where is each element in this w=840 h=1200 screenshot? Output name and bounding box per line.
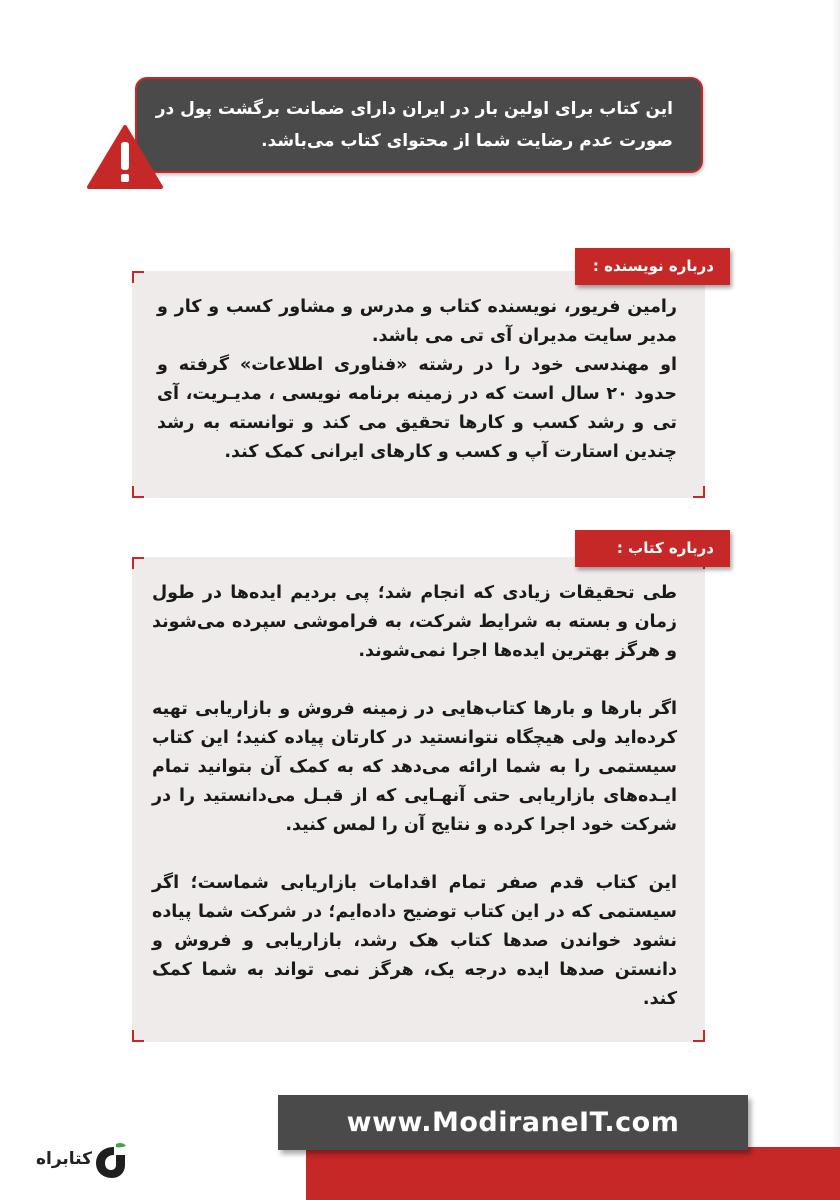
author-body-text [157, 293, 677, 467]
warning-banner [135, 77, 703, 173]
book-paragraph: اگر بارها و بارها کتاب‌هایی در زمینه فروش و بازاریابی تهیه کرده‌اید ولی هیچگاه نتوانستید در کارتان پیاده کنید؛ این کتاب سیستمی را به شما ارائه می‌دهد که به کمک آن بتوانید تمام ایـده‌های بازاریابی حتی آنهـایی که از قبـل می‌دانستید را در شرکت خود اجرا کرده و نتایج آن را لمس کنید. [152, 699, 677, 835]
footer-url-bar [278, 1095, 748, 1150]
author-section-label: درباره نویسنده : [575, 248, 730, 285]
book-paragraph: این کتاب قدم صفر تمام اقدامات بازاریابی شماست؛ اگر سیستمی که در این کتاب توضیح داده‌ایم؛ در شرکت شما پیاده نشود خواندن صدها کتاب هک رشد، بازاریابی و فروش و دانستن صدها ایده درجه یک، هرگز نمی تواند به شما کمک کند. [152, 873, 677, 1009]
corner-mark [693, 486, 705, 498]
warning-text: این کتاب برای اولین بار در ایران دارای ضمانت برگشت پول در صورت عدم رضایت شما از محتوای کتاب می‌باشد. [155, 99, 673, 151]
corner-mark [693, 1030, 705, 1042]
website-link[interactable]: www.ModiraneIT.com [346, 1107, 680, 1138]
author-content-box [132, 271, 705, 498]
book-section-label: درباره کتاب : [575, 530, 730, 567]
corner-mark [132, 1030, 144, 1042]
author-paragraph: او مهندسی خود را در رشته «فناوری اطلاعات» گرفته و حدود ۲۰ سال است که در زمینه برنامه نویسی ، مدیـریت، آی تی و رشد کسب و کارها تحقیق می کند و توانسته به رشد چندین استارت آپ و کسب و کارهای ایرانی کمک کند. [157, 355, 677, 462]
page-edge-shadow [832, 0, 840, 1200]
corner-mark [132, 271, 144, 283]
book-body-text [152, 579, 677, 1014]
logo-text: کتابراه [35, 1149, 92, 1169]
paragraph-gap [152, 666, 677, 695]
book-content-box [132, 557, 705, 1042]
footer-red-bar [306, 1147, 840, 1200]
ketabrah-logo[interactable] [12, 1141, 127, 1181]
paragraph-gap [152, 840, 677, 869]
corner-mark [132, 486, 144, 498]
book-paragraph: طی تحقیقات زیادی که انجام شد؛ پی بردیم ایده‌ها در طول زمان و بسته به شرایط شرکت، به فراموشی سپرده می‌شوند و هرگز بهترین ایده‌ها اجرا نمی‌شوند. [152, 583, 677, 661]
ketabrah-logo-icon [92, 1141, 128, 1181]
warning-triangle-icon [86, 124, 164, 190]
author-paragraph: رامین فریور، نویسنده کتاب و مدرس و مشاور کسب و کار و مدیر سایت مدیران آی تی می باشد. [157, 297, 677, 346]
corner-mark [132, 557, 144, 569]
